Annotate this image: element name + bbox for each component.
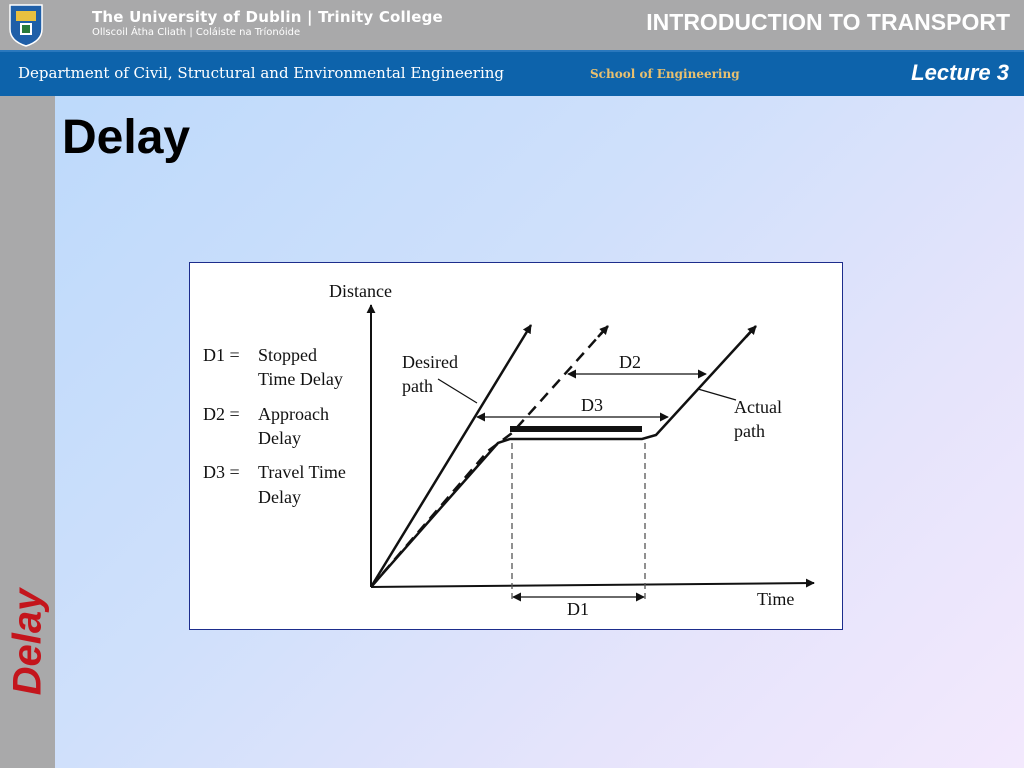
desired-path-leader — [438, 379, 477, 403]
legend-d3-key: D3 = — [203, 462, 240, 482]
department-bar — [0, 50, 1024, 96]
course-title: INTRODUCTION TO TRANSPORT — [646, 9, 1010, 35]
university-name-irish: Ollscoil Átha Cliath | Coláiste na Tríonóide — [92, 27, 301, 38]
actual-path-leader — [698, 389, 736, 400]
university-header-bar — [0, 0, 1024, 50]
actual-path-label-1: Actual — [734, 397, 782, 417]
university-name: The University of Dublin | Trinity College — [92, 8, 443, 26]
slide-title: Delay — [62, 111, 191, 164]
y-axis-label: Distance — [329, 281, 392, 301]
d1-label: D1 — [567, 599, 589, 619]
x-axis-label: Time — [757, 589, 795, 609]
school-name: School of Engineering — [590, 67, 740, 81]
actual-path-label-2: path — [734, 421, 765, 441]
legend-d3-line1: Travel Time — [258, 462, 346, 482]
desired-path-label-2: path — [402, 376, 433, 396]
x-axis — [371, 583, 814, 587]
d2-label: D2 — [619, 352, 641, 372]
delay-diagram-svg — [190, 263, 844, 631]
lecture-number: Lecture 3 — [911, 60, 1009, 85]
legend-d1-line2: Time Delay — [258, 369, 343, 389]
legend-d1-line1: Stopped — [258, 345, 318, 365]
dashed-path-arrowhead — [598, 326, 608, 337]
department-name: Department of Civil, Structural and Environmental Engineering — [18, 64, 505, 82]
delay-diagram — [189, 262, 843, 630]
vertical-slide-title-text: Delay — [5, 588, 50, 696]
legend-d2-line2: Delay — [258, 428, 301, 448]
trinity-crest-logo — [8, 3, 44, 47]
vertical-slide-title — [0, 542, 62, 742]
desired-path-label-1: Desired — [402, 352, 458, 372]
legend-d2-line1: Approach — [258, 404, 329, 424]
legend-d2-key: D2 = — [203, 404, 240, 424]
legend-d3-line2: Delay — [258, 487, 301, 507]
actual-path-arrowhead — [746, 326, 756, 337]
d3-label: D3 — [581, 395, 603, 415]
legend — [203, 345, 346, 507]
legend-d1-key: D1 = — [203, 345, 240, 365]
